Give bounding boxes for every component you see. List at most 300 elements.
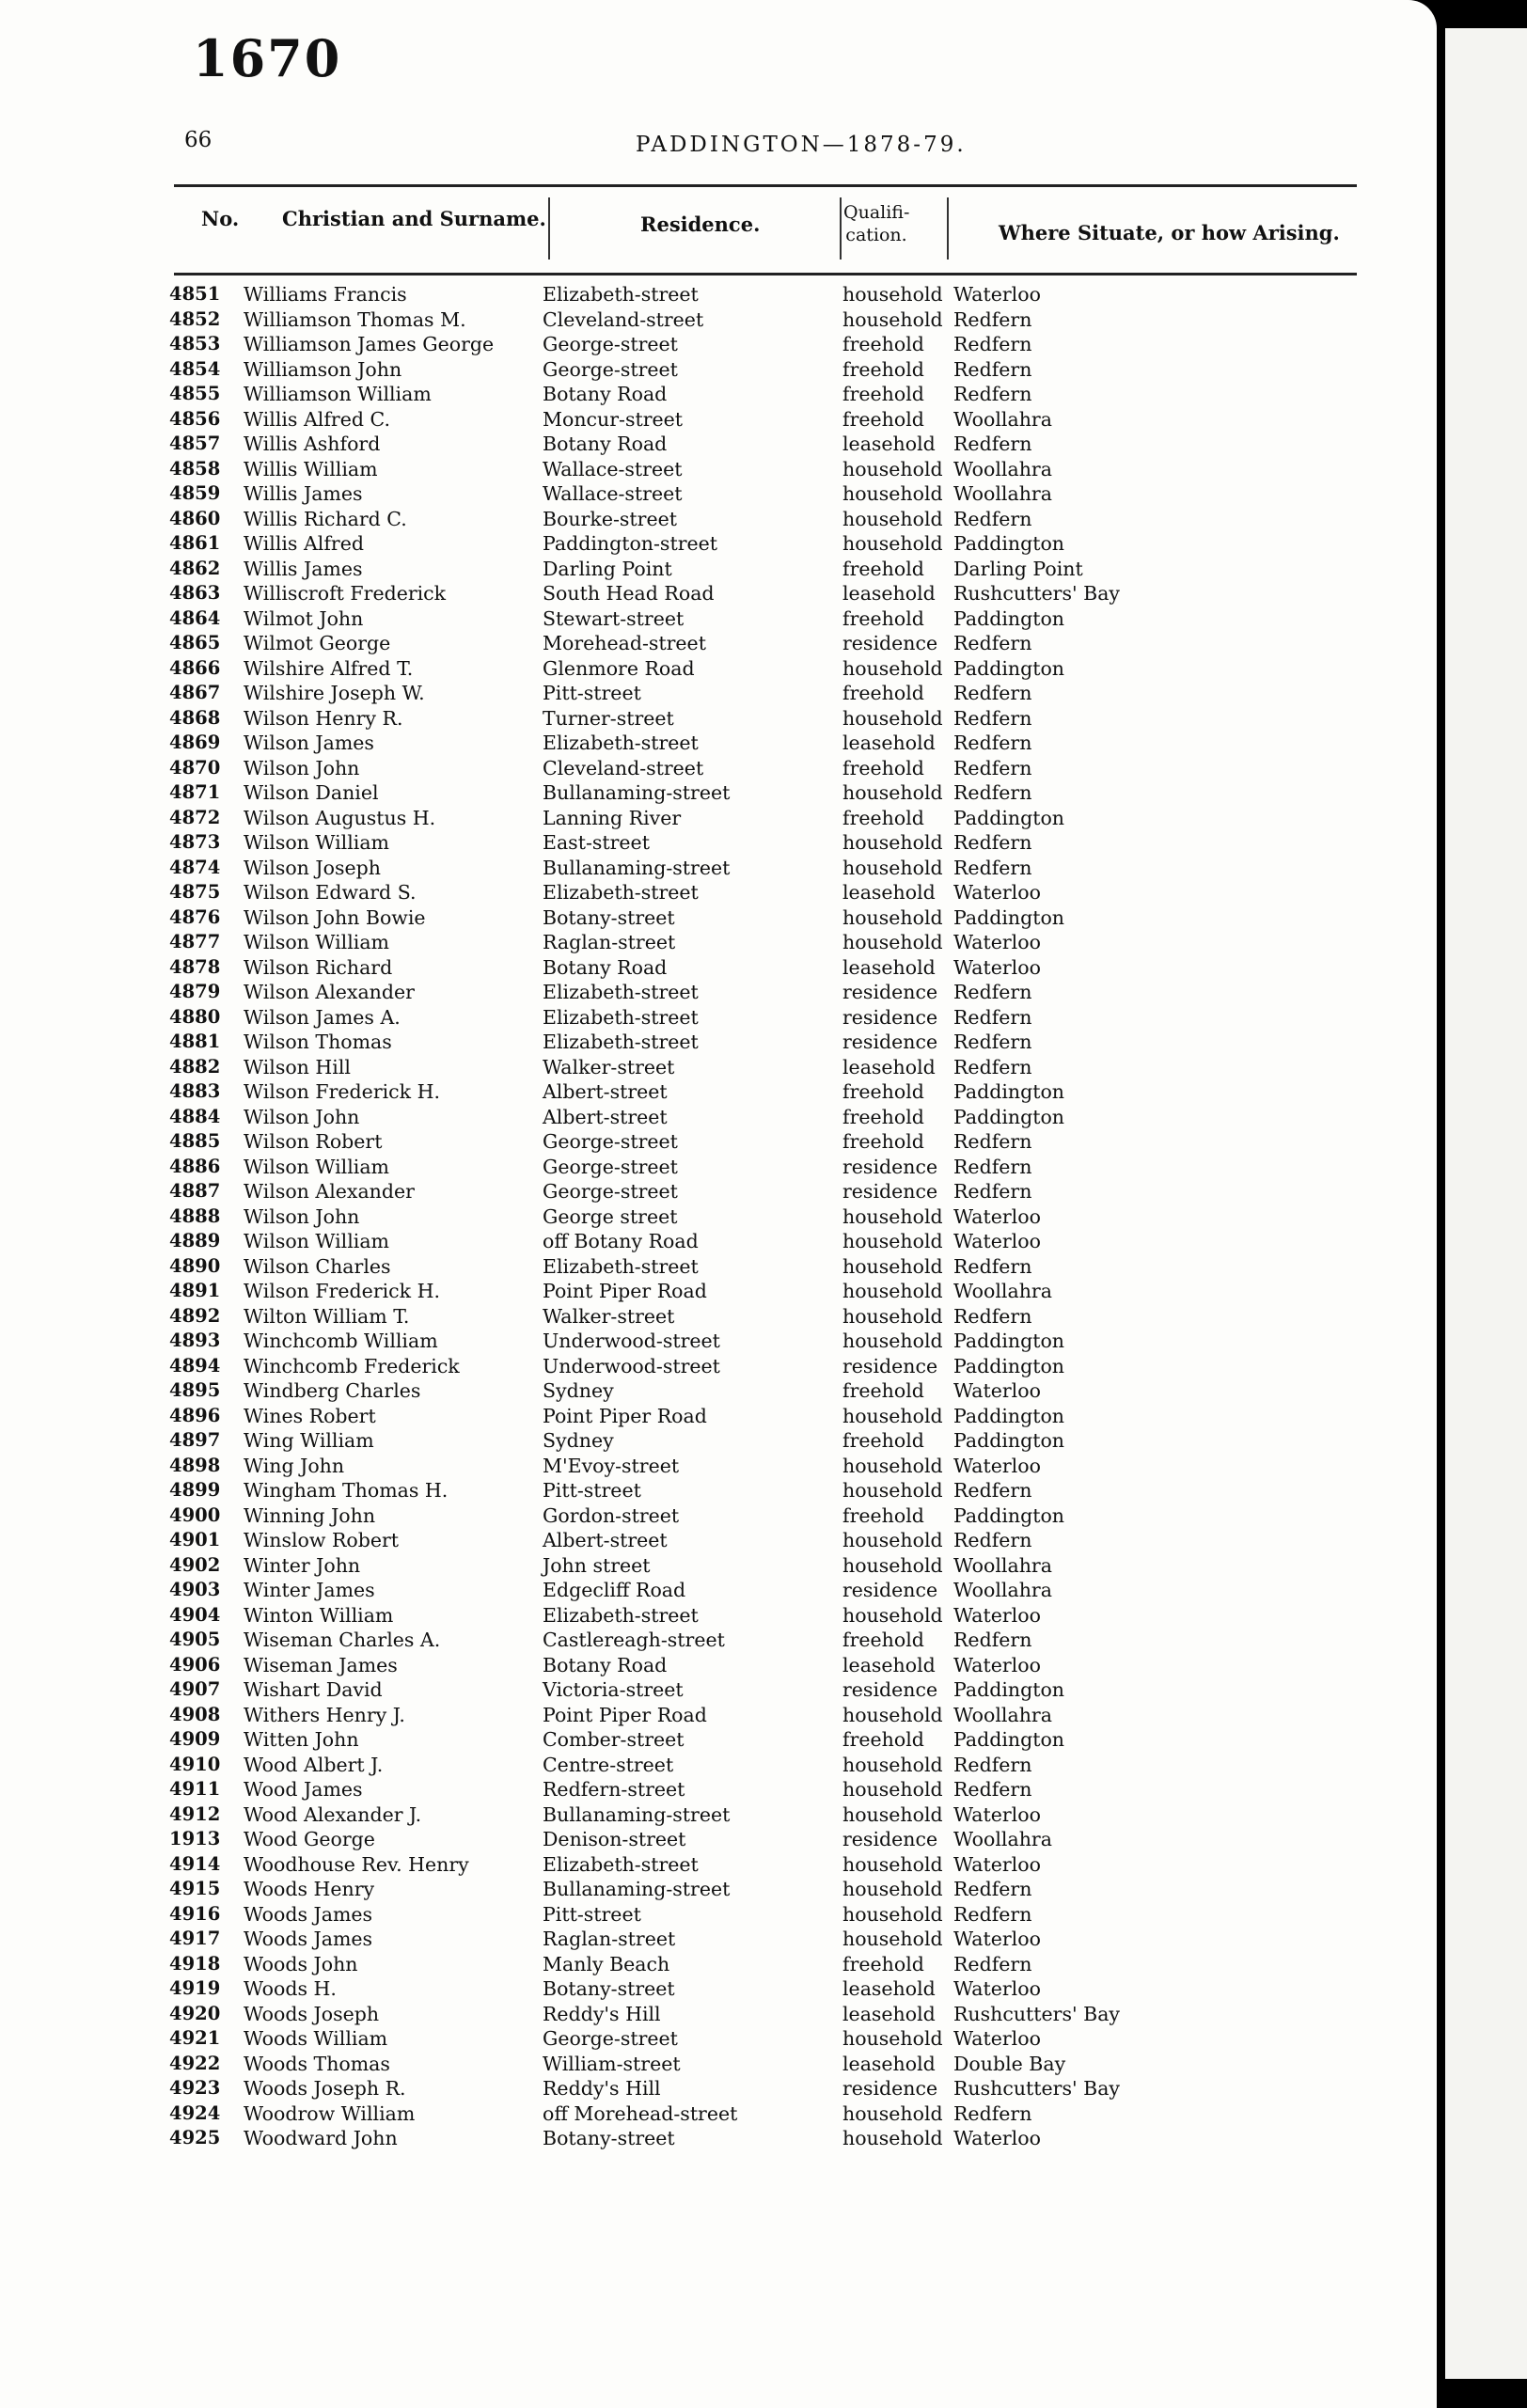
residence: Castlereagh-street [543,1629,725,1651]
entry-number: 4910 [169,1753,221,1775]
where-situate: Paddington [953,1330,1065,1352]
table-row [0,1129,1437,1155]
table-row [0,806,1437,831]
where-situate: Redfern [953,333,1032,355]
elector-name: Wood George [244,1828,375,1850]
table-row [0,606,1437,632]
elector-name: Wiseman Charles A. [244,1629,441,1651]
table-row [0,1304,1437,1330]
entry-number: 4871 [169,781,221,803]
header-name: Christian and Surname. [282,207,546,230]
table-row [0,1503,1437,1529]
entry-number: 4924 [169,2101,221,2124]
where-situate: Double Bay [953,2052,1066,2075]
entry-number: 4901 [169,1529,221,1550]
qualification: household [842,656,943,680]
where-situate: Darling Point [953,557,1083,580]
residence: Denison-street [543,1828,686,1850]
qualification: leasehold [842,2002,936,2025]
elector-name: Woodhouse Rev. Henry [244,1852,469,1876]
where-situate: Redfern [953,981,1032,1003]
residence: Botany Road [543,433,668,455]
elector-name: Willis Ashford [244,433,381,455]
table-row [0,1777,1437,1802]
where-situate: Redfern [953,1902,1032,1926]
entry-number: 4859 [169,482,221,504]
residence: Underwood-street [543,1330,720,1352]
qualification: household [842,1254,943,1278]
entry-number: 4884 [169,1105,221,1127]
elector-name: Witten John [244,1728,359,1751]
table-row [0,1155,1437,1180]
where-situate: Woollahra [953,1828,1052,1850]
where-situate: Redfern [953,383,1032,405]
residence: Paddington-street [543,532,717,555]
qualification: residence [842,2077,938,2100]
qualification: household [842,1802,943,1826]
table-row [0,631,1437,656]
elector-name: Williamson William [244,383,432,405]
residence: Albert-street [543,1105,668,1128]
qualification: freehold [842,1379,924,1402]
elector-name: Wilson John [244,756,360,779]
elector-name: Woodrow William [244,2101,416,2125]
elector-name: Wilson Frederick H. [244,1280,440,1302]
folio-number: 1670 [193,28,342,88]
where-situate: Redfern [953,1479,1032,1502]
elector-name: Woodward John [244,2127,398,2149]
elector-name: Wilson Thomas [244,1031,392,1053]
entry-number: 4917 [169,1928,221,1949]
entry-number: 4861 [169,532,221,554]
residence: Walker-street [543,1055,675,1078]
where-situate: Redfern [953,1304,1032,1328]
table-row [0,1902,1437,1928]
residence: Sydney [543,1379,614,1402]
where-situate: Redfern [953,1254,1032,1278]
elector-name: Wilson Joseph [244,856,381,879]
qualification: household [842,1230,943,1252]
elector-name: Winter John [244,1553,361,1577]
elector-name: Wilson John Bowie [244,905,426,929]
elector-name: Wilson Alexander [244,1180,415,1203]
residence: Botany Road [543,955,668,979]
residence: Bullanaming-street [543,856,731,879]
residence: Elizabeth-street [543,881,699,904]
residence: Botany Road [543,1653,668,1676]
table-row [0,432,1437,457]
residence: Pitt-street [543,1479,641,1502]
entry-number: 4889 [169,1230,221,1251]
entry-number: 4879 [169,981,221,1002]
where-situate: Rushcutters' Bay [953,2077,1120,2100]
table-row [0,955,1437,981]
qualification: freehold [842,357,924,381]
elector-name: Windberg Charles [244,1379,421,1402]
table-row [0,457,1437,482]
qualification: freehold [842,682,924,704]
where-situate: Redfern [953,1055,1032,1078]
qualification: residence [842,1005,938,1029]
table-row [0,1055,1437,1080]
qualification: freehold [842,1130,924,1153]
where-situate: Waterloo [953,881,1041,904]
where-situate: Redfern [953,1778,1032,1801]
residence: Botany-street [543,905,675,929]
table-row [0,1927,1437,1952]
residence: Botany Road [543,383,668,405]
elector-name: Winter James [244,1579,375,1601]
residence: Walker-street [543,1304,675,1328]
where-situate: Paddington [953,806,1065,829]
header-bottom-rule [174,273,1357,275]
elector-name: Willis Richard C. [244,507,407,530]
elector-name: Wilshire Joseph W. [244,682,425,704]
entry-number: 4902 [169,1553,221,1576]
entry-number: 4897 [169,1429,221,1451]
residence: George-street [543,357,678,381]
where-situate: Paddington [953,1080,1065,1103]
elector-name: Wing William [244,1429,374,1452]
qualification: household [842,781,943,804]
residence: East-street [543,831,650,854]
entry-number: 4892 [169,1304,221,1327]
table-row [0,1628,1437,1653]
qualification: freehold [842,557,924,580]
entry-number: 4858 [169,457,221,480]
table-row [0,856,1437,881]
where-situate: Redfern [953,1629,1032,1651]
entry-number: 4921 [169,2027,221,2049]
qualification: residence [842,1031,938,1053]
table-row [0,1976,1437,2002]
table-row [0,1204,1437,1230]
qualification: household [842,905,943,929]
residence: Victoria-street [543,1678,684,1701]
qualification: household [842,507,943,530]
entry-number: 4870 [169,756,221,779]
qualification: leasehold [842,433,936,455]
entry-number: 4854 [169,357,221,380]
table-row [0,1005,1437,1031]
elector-name: Wilson William [244,931,390,953]
where-situate: Paddington [953,1678,1065,1701]
elector-name: Winchcomb Frederick [244,1354,460,1377]
elector-name: Woods Joseph R. [244,2077,406,2100]
elector-name: Winchcomb William [244,1330,438,1352]
entry-number: 4865 [169,632,221,653]
residence: Botany-street [543,2127,675,2149]
table-row [0,1428,1437,1454]
qualification: freehold [842,383,924,405]
residence: Underwood-street [543,1354,720,1377]
table-row [0,2002,1437,2027]
elector-name: Wilson Alexander [244,981,415,1003]
qualification: leasehold [842,955,936,979]
qualification: household [842,1553,943,1577]
elector-name: Wilson James A. [244,1005,401,1029]
entry-number: 4908 [169,1703,221,1725]
residence: Raglan-street [543,1928,676,1950]
running-head: PADDINGTON—1878-79. [636,133,967,157]
entry-number: 4920 [169,2002,221,2024]
where-situate: Paddington [953,532,1065,555]
residence: Manly Beach [543,1952,670,1975]
entry-number: 4877 [169,931,221,952]
qualification: residence [842,1354,938,1377]
column-divider [548,197,550,260]
qualification: freehold [842,806,924,829]
qualification: household [842,1529,943,1551]
qualification: household [842,307,943,331]
residence: Wallace-street [543,457,683,480]
where-situate: Waterloo [953,1802,1041,1826]
header-residence: Residence. [640,212,761,236]
entry-number: 4891 [169,1280,221,1301]
table-row [0,581,1437,606]
where-situate: Redfern [953,856,1032,879]
qualification: leasehold [842,881,936,904]
table-row [0,656,1437,682]
residence: Darling Point [543,557,672,580]
table-row [0,2076,1437,2101]
table-row [0,1354,1437,1379]
residence: Glenmore Road [543,656,695,680]
entry-number: 4862 [169,557,221,579]
where-situate: Rushcutters' Bay [953,582,1120,605]
entry-number: 4900 [169,1503,221,1526]
entry-number: 4878 [169,955,221,978]
where-situate: Redfern [953,1952,1032,1975]
entry-number: 4866 [169,656,221,679]
where-situate: Redfern [953,682,1032,704]
header-top-rule [174,184,1357,187]
qualification: residence [842,1678,938,1701]
residence: Centre-street [543,1753,674,1776]
residence: Cleveland-street [543,756,704,779]
where-situate: Waterloo [953,2127,1041,2149]
residence: M'Evoy-street [543,1454,680,1477]
residence: Elizabeth-street [543,283,699,306]
entry-number: 4881 [169,1031,221,1052]
entry-number: 4894 [169,1354,221,1377]
qualification: residence [842,1155,938,1178]
elector-name: Wilson James [244,732,374,754]
elector-name: Wilson Charles [244,1254,391,1278]
where-situate: Waterloo [953,1454,1041,1477]
elector-name: Winning John [244,1503,376,1527]
qualification: household [842,1703,943,1726]
qualification: household [842,1204,943,1228]
elector-name: Woods Henry [244,1878,375,1900]
where-situate: Redfern [953,2101,1032,2125]
where-situate: Waterloo [953,1204,1041,1228]
table-row [0,1378,1437,1404]
entry-number: 4923 [169,2077,221,2099]
entry-number: 4909 [169,1728,221,1750]
entry-number: 4856 [169,407,221,430]
entry-number: 4916 [169,1902,221,1925]
where-situate: Woollahra [953,457,1052,480]
elector-name: Winslow Robert [244,1529,400,1551]
where-situate: Waterloo [953,1928,1041,1950]
qualification: household [842,283,943,306]
qualification: freehold [842,1629,924,1651]
elector-name: Wood James [244,1778,363,1801]
residence: Botany-street [543,1977,675,2000]
qualification: household [842,856,943,879]
table-row [0,2026,1437,2052]
entry-number: 4863 [169,582,221,604]
entry-number: 4880 [169,1005,221,1028]
elector-name: Wilmot John [244,606,364,630]
entry-number: 4883 [169,1080,221,1102]
qualification: leasehold [842,1653,936,1676]
qualification: household [842,1928,943,1950]
where-situate: Redfern [953,307,1032,331]
elector-name: Winton William [244,1603,394,1627]
elector-name: Wilson Hill [244,1055,351,1078]
residence: Morehead-street [543,632,706,654]
elector-name: Wilson John [244,1105,360,1128]
elector-name: Wilson William [244,1155,390,1178]
residence: off Morehead-street [543,2101,738,2125]
residence: Point Piper Road [543,1703,707,1726]
elector-name: Woods James [244,1928,373,1950]
where-situate: Redfern [953,632,1032,654]
entry-number: 4888 [169,1204,221,1227]
elector-name: Wilson Augustus H. [244,806,436,829]
table-row [0,880,1437,905]
table-row [0,1454,1437,1479]
entry-number: 4907 [169,1678,221,1700]
residence: William-street [543,2052,681,2075]
qualification: residence [842,1828,938,1850]
where-situate: Waterloo [953,1603,1041,1627]
entry-number: 4914 [169,1852,221,1875]
qualification: leasehold [842,732,936,754]
qualification: household [842,1778,943,1801]
entry-number: 1913 [169,1828,221,1849]
where-situate: Redfern [953,781,1032,804]
elector-name: Wilson John [244,1204,360,1228]
residence: George street [543,1204,678,1228]
elector-name: Willis Alfred [244,532,364,555]
table-row [0,1528,1437,1553]
header-qualification: Qualifi-cation. [843,202,910,245]
residence: Edgecliff Road [543,1579,686,1601]
residence: South Head Road [543,582,715,605]
elector-name: Woods James [244,1902,373,1926]
table-row [0,1852,1437,1878]
qualification: residence [842,1180,938,1203]
elector-name: Williamson John [244,357,402,381]
elector-name: Wood Albert J. [244,1753,384,1776]
where-situate: Paddington [953,1429,1065,1452]
residence: Reddy's Hill [543,2002,661,2025]
residence: Elizabeth-street [543,1603,699,1627]
elector-name: Wilton William T. [244,1304,410,1328]
elector-name: Withers Henry J. [244,1703,405,1726]
qualification: leasehold [842,582,936,605]
residence: Elizabeth-street [543,981,699,1003]
table-row [0,2052,1437,2077]
residence: Elizabeth-street [543,732,699,754]
residence: Elizabeth-street [543,1031,699,1053]
table-row [0,1753,1437,1778]
qualification: household [842,931,943,953]
table-row [0,980,1437,1005]
table-row [0,507,1437,532]
entry-number: 4853 [169,333,221,354]
header-no: No. [201,207,240,230]
residence: Turner-street [543,706,674,730]
table-row [0,1727,1437,1753]
residence: Gordon-street [543,1503,680,1527]
residence: Albert-street [543,1529,668,1551]
residence: Bullanaming-street [543,1878,731,1900]
elector-name: Wilson Frederick H. [244,1080,440,1103]
elector-name: Williams Francis [244,283,407,306]
entry-number: 4875 [169,881,221,903]
where-situate: Waterloo [953,2027,1041,2050]
residence: Redfern-street [543,1778,685,1801]
qualification: freehold [842,407,924,431]
where-situate: Redfern [953,1155,1032,1178]
qualification: household [842,1479,943,1502]
table-row [0,1603,1437,1629]
entry-number: 4918 [169,1952,221,1975]
entry-number: 4855 [169,383,221,404]
table-row [0,681,1437,706]
entry-number: 4869 [169,732,221,753]
elector-name: Wiseman James [244,1653,398,1676]
residence: Elizabeth-street [543,1005,699,1029]
where-situate: Redfern [953,1878,1032,1900]
entry-number: 4887 [169,1180,221,1202]
residence: off Botany Road [543,1230,699,1252]
entry-number: 4885 [169,1130,221,1152]
entry-number: 4915 [169,1878,221,1899]
table-row [0,930,1437,955]
elector-name: Wilshire Alfred T. [244,656,414,680]
qualification: household [842,532,943,555]
where-situate: Waterloo [953,955,1041,979]
table-row [0,1553,1437,1579]
residence: George-street [543,2027,678,2050]
where-situate: Redfern [953,1180,1032,1203]
qualification: freehold [842,1503,924,1527]
qualification: freehold [842,1429,924,1452]
where-situate: Woollahra [953,1280,1052,1302]
qualification: leasehold [842,1055,936,1078]
table-row [0,1703,1437,1728]
qualification: household [842,2027,943,2050]
residence: Pitt-street [543,1902,641,1926]
table-row [0,1578,1437,1603]
residence: Cleveland-street [543,307,704,331]
elector-name: Wishart David [244,1678,383,1701]
where-situate: Waterloo [953,931,1041,953]
where-situate: Redfern [953,507,1032,530]
qualification: household [842,1753,943,1776]
residence: George-street [543,1155,678,1178]
qualification: freehold [842,333,924,355]
residence: Elizabeth-street [543,1254,699,1278]
table-row [0,1404,1437,1429]
residence: John street [543,1553,651,1577]
table-row [0,1030,1437,1055]
